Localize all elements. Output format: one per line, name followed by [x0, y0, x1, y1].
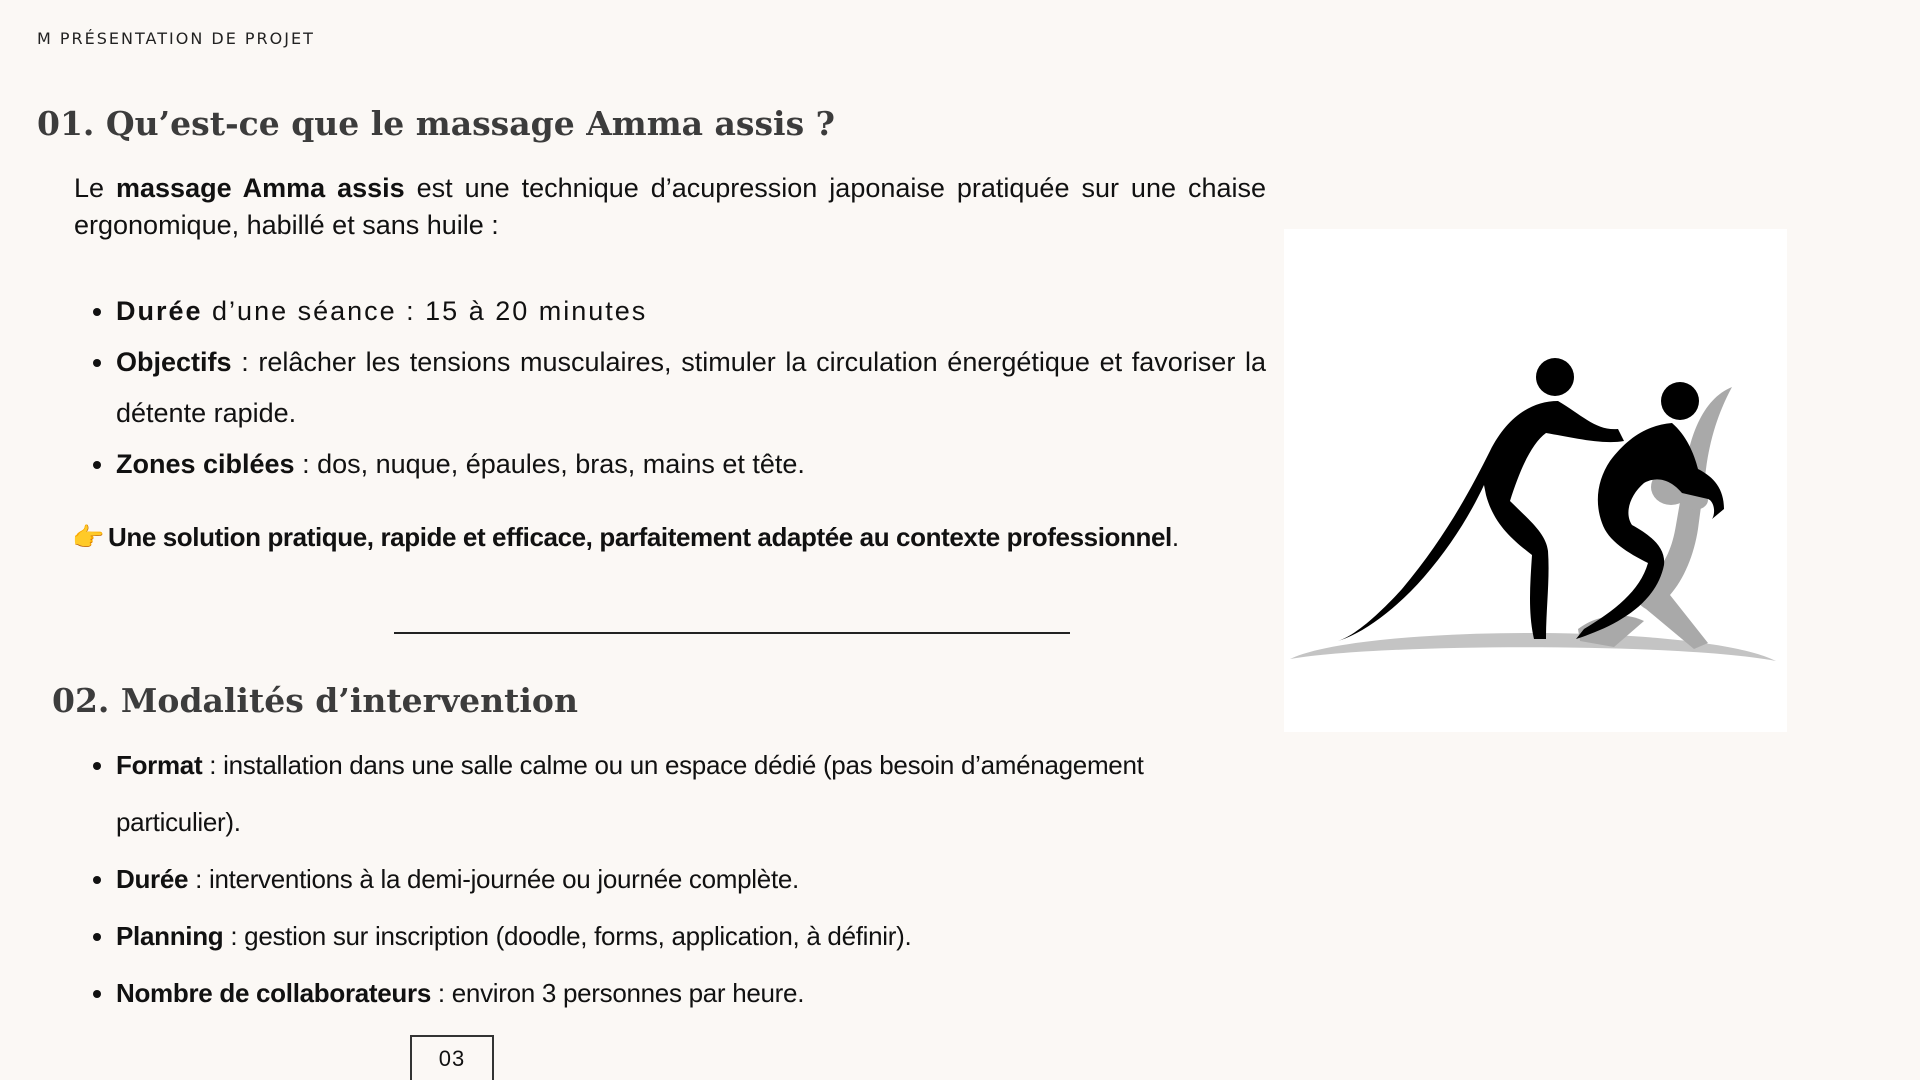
- intro-rest: est une technique d’acupression japonaise pratiquée sur une chaise ergonomique, habillé et sans huile :: [74, 173, 1266, 240]
- page-number: 03: [410, 1035, 494, 1080]
- list-item-objectifs: [74, 337, 1266, 439]
- section-1-title: 01. Qu’est-ce que le massage Amma assis ?: [37, 104, 835, 143]
- list-item-duree: [74, 286, 1266, 337]
- callout-period: .: [1171, 522, 1179, 552]
- list-item-text: : interventions à la demi-journée ou journée complète.: [188, 864, 799, 894]
- list-item-planning: [74, 908, 1266, 965]
- intro-prefix: Le: [74, 173, 117, 203]
- section-1-list: [74, 286, 1266, 490]
- list-item-text: : gestion sur inscription (doodle, forms, application, à définir).: [223, 921, 912, 951]
- intro-bold-term: massage Amma assis: [116, 173, 405, 203]
- list-item-text: : relâcher les tensions musculaires, stimuler la circulation énergétique et favoriser la détente rapide.: [116, 347, 1266, 428]
- list-item-term: Durée: [116, 296, 203, 326]
- section-divider: [394, 632, 1070, 634]
- seated-massage-illustration: [1284, 229, 1787, 732]
- massage-icon: [1284, 229, 1787, 732]
- list-item-collaborateurs: [74, 965, 1266, 1022]
- list-item-term: Zones ciblées: [116, 449, 295, 479]
- list-item-format: [74, 737, 1266, 851]
- list-item-term: Durée: [116, 864, 189, 894]
- list-item-text: : dos, nuque, épaules, bras, mains et tête.: [294, 449, 805, 479]
- pointing-hand-icon: 👉: [72, 522, 104, 552]
- list-item-zones: [74, 439, 1266, 490]
- list-item-text: : installation dans une salle calme ou un espace dédié (pas besoin d’aménagement particulier).: [116, 750, 1144, 837]
- callout-bold-text: Une solution pratique, rapide et efficace, parfaitement adaptée au contexte professionnel: [107, 522, 1172, 552]
- list-item-duree: [74, 851, 1266, 908]
- section-2-title: 02. Modalités d’intervention: [52, 681, 578, 720]
- list-item-term: Objectifs: [116, 347, 232, 377]
- section-1-intro: [74, 170, 1266, 244]
- list-item-text: : environ 3 personnes par heure.: [431, 978, 805, 1008]
- callout: [72, 522, 1179, 553]
- list-item-term: Format: [116, 750, 203, 780]
- list-item-text: d’une séance : 15 à 20 minutes: [202, 296, 648, 326]
- list-item-term: Planning: [116, 921, 224, 951]
- list-item-term: Nombre de collaborateurs: [116, 978, 431, 1008]
- presentation-header-label: M PRÉSENTATION DE PROJET: [37, 29, 315, 48]
- section-2-list: [74, 737, 1266, 1022]
